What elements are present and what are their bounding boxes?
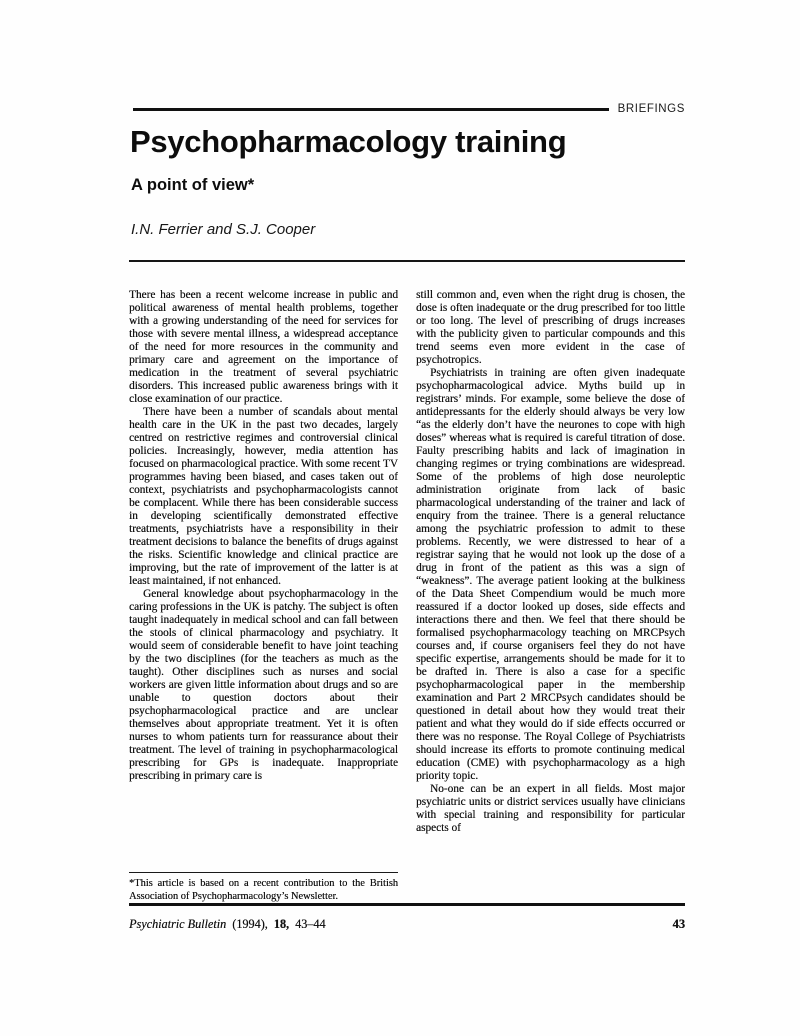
journal-name: Psychiatric Bulletin <box>129 917 227 931</box>
paragraph-2: There have been a number of scandals about mental health care in the UK in the past two decades, largely centred on restrictive regimes and controversial clinical policies. Increasingly, however, media attention has focused on pharmacological practice. With some recent TV programmes having been biased, and cases taken out of context, psychiatrists and psychopharmacologists cannot be complacent. While there has been considerable success in developing scientifically demonstrated effective treatments, psychiatrists have a responsibility in their treatment decisions to balance the benefits of drugs against the risks. Scientific knowledge and clinical practice are improving, but the rate of improvement of the latter is at least maintained, if not enhanced. <box>129 406 398 587</box>
column-right <box>416 289 685 903</box>
paragraph-1: There has been a recent welcome increase in public and political awareness of mental health problems, together with a growing understanding of the need for services for those with severe mental illness, a widespread acceptance of the need for more resources in the community and primary care and agreement on the importance of medication in the treatment of several psychiatric disorders. This increased public awareness brings with it close examination of our practice. <box>129 289 398 405</box>
header-divider <box>129 260 685 262</box>
paragraph-3-continued: still common and, even when the right drug is chosen, the dose is often inadequate or the drug prescribed for too little or too long. The level of prescribing of drugs increases with the publicity given to particular compounds and this trend seems even more evident in the case of psychotropics. <box>416 289 685 366</box>
citation-volume: 18, <box>273 917 290 931</box>
authors: I.N. Ferrier and S.J. Cooper <box>131 221 316 238</box>
page-footer <box>129 917 685 932</box>
citation-year: (1994), <box>232 917 268 931</box>
paragraph-4: Psychiatrists in training are often given inadequate psychopharmacological advice. Myths build up in registrars’ minds. For example, some believe the dose of antidepressants for the elderly should always be very low “as the elderly don’t have the neurones to cope with high doses” whereas what is required is careful titration of dose. Faulty prescribing habits and lack of imagination in changing regimes or trying combinations are widespread. Some of the problems of high dose neuroleptic administration originate from lack of basic pharmacological understanding of the trainer and lack of enquiry from the trainee. There is a general reluctance among the psychiatric profession to admit to these problems. Recently, we were distressed to hear of a registrar saying that he would not look up the dose of a drug in front of the patient as this was a sign of “weakness”. The average patient looking at the bulkiness of the Data Sheet Compendium would be much more reassured if a doctor looked up doses, side effects and interactions there and then. We feel that there should be formalised psychopharmacology teaching on MRCPsych courses and, if course organisers feel they do not have specific expertise, arrangements should be made for it to be drafted in. There is also a case for a specific psychopharmacological paper in the membership examination and Part 2 MRCPsych candidates should be questioned in detail about how they would treat their patient and what they would do if side effects occurred or there was no response. The Royal College of Psychiatrists should increase its efforts to promote continuing medical education (CME) with psychopharmacology as a high priority topic. <box>416 367 685 782</box>
footnote-divider <box>129 872 398 874</box>
footnote-block <box>129 868 398 903</box>
column-right-text <box>416 289 685 903</box>
column-left <box>129 289 398 903</box>
page-number: 43 <box>672 917 685 931</box>
header-rule <box>133 108 609 111</box>
paragraph-3: General knowledge about psychopharmacology in the caring professions in the UK is patchy. The subject is often taught inadequately in medical school and can fall between the stools of clinical pharmacology and psychiatry. It would seem of considerable benefit to have joint teaching by the two disciplines (for the teachers as much as the taught). Other disciplines such as nurses and social workers are given little information about drugs and so are unable to question doctors about their psychopharmacological practice and are unclear themselves about appropriate treatment. Yet it is often nurses to whom patients turn for reassurance about their treatment. The level of training in psychopharmacological prescribing for GPs is inadequate. Inappropriate prescribing in primary care is <box>129 588 398 782</box>
paragraph-5: No-one can be an expert in all fields. Most major psychiatric units or district services usually have clinicians with special training and responsibility for particular aspects of <box>416 783 685 834</box>
article-title: Psychopharmacology training <box>130 124 567 159</box>
article-body <box>129 289 685 903</box>
column-left-text <box>129 289 398 868</box>
article-subtitle: A point of view* <box>131 176 255 194</box>
citation-pages: 43–44 <box>295 917 326 931</box>
section-label: BRIEFINGS <box>617 103 685 115</box>
footnote: *This article is based on a recent contribution to the British Association of Psychopharmacology’s Newsletter. <box>129 878 398 902</box>
citation <box>129 917 329 932</box>
briefings-header <box>133 103 685 115</box>
footer-divider <box>129 903 685 906</box>
